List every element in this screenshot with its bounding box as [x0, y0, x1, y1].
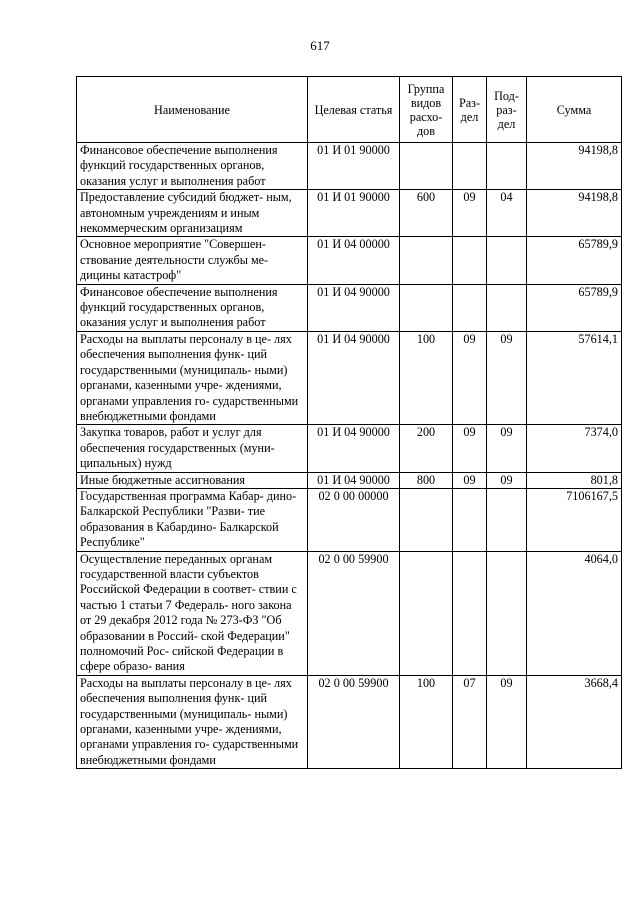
- row-group-cell: 100: [400, 331, 453, 424]
- header-target-article: Целевая статья: [308, 77, 400, 143]
- table-row: [77, 425, 622, 472]
- row-subsection-cell: 09: [487, 675, 527, 768]
- row-code-cell: 01 И 01 90000: [308, 190, 400, 237]
- row-code-cell: 01 И 01 90000: [308, 143, 400, 190]
- row-group-cell: [400, 237, 453, 284]
- table-row: [77, 488, 622, 551]
- row-section-cell: 09: [453, 425, 487, 472]
- header-expense-group: Группа видов расхо- дов: [400, 77, 453, 143]
- header-amount: Сумма: [527, 77, 622, 143]
- row-section-cell: [453, 237, 487, 284]
- page-number: 617: [310, 38, 330, 53]
- row-name-cell: Финансовое обеспечение выполнения функций государственных органов, оказания услуг и выполнения работ: [77, 284, 308, 331]
- row-subsection-cell: [487, 143, 527, 190]
- header-subsection: Под- раз- дел: [487, 77, 527, 143]
- row-amount-cell: 3668,4: [527, 675, 622, 768]
- row-name-cell: Расходы на выплаты персоналу в це- лях обеспечения выполнения функ- ций государственными (муниципаль- ными) органами, казенными учре- ждениями, органами управления го- сударственными внебюджетными фондами: [77, 675, 308, 768]
- row-amount-cell: 65789,9: [527, 237, 622, 284]
- row-group-cell: 100: [400, 675, 453, 768]
- row-amount-cell: 7106167,5: [527, 488, 622, 551]
- row-subsection-cell: 09: [487, 425, 527, 472]
- row-name-cell: Финансовое обеспечение выполнения функций государственных органов, оказания услуг и выполнения работ: [77, 143, 308, 190]
- row-code-cell: 02 0 00 59900: [308, 675, 400, 768]
- row-code-cell: 01 И 04 90000: [308, 472, 400, 488]
- row-amount-cell: 57614,1: [527, 331, 622, 424]
- row-name-cell: Основное мероприятие "Совершен- ствование деятельности службы ме- дицины катастроф": [77, 237, 308, 284]
- row-name-cell: Государственная программа Кабар- дино-Балкарской Республики "Разви- тие образования в Кабардино- Балкарской Республике": [77, 488, 308, 551]
- header-name: Наименование: [77, 77, 308, 143]
- row-section-cell: [453, 551, 487, 675]
- header-section: Раз- дел: [453, 77, 487, 143]
- row-name-cell: Осуществление переданных органам государственной власти субъектов Российской Федерации в соответ- ствии с частью 1 статьи 7 Федераль- ного закона от 29 декабря 2012 года № 273-ФЗ "Об образовании в Россий- ской Федерации" полномочий Рос- сийской Федерации в сфере образо- вания: [77, 551, 308, 675]
- row-section-cell: 07: [453, 675, 487, 768]
- row-group-cell: 800: [400, 472, 453, 488]
- row-group-cell: [400, 488, 453, 551]
- row-subsection-cell: [487, 284, 527, 331]
- row-amount-cell: 801,8: [527, 472, 622, 488]
- row-amount-cell: 65789,9: [527, 284, 622, 331]
- table-row: [77, 472, 622, 488]
- table-row: [77, 237, 622, 284]
- row-name-cell: Расходы на выплаты персоналу в це- лях обеспечения выполнения функ- ций государственными (муниципаль- ными) органами, казенными учре- ждениями, органами управления го- сударственными внебюджетными фондами: [77, 331, 308, 424]
- row-name-cell: Предоставление субсидий бюджет- ным, автономным учреждениям и иным некоммерческим организациям: [77, 190, 308, 237]
- row-subsection-cell: [487, 551, 527, 675]
- table-row: [77, 551, 622, 675]
- row-group-cell: 200: [400, 425, 453, 472]
- row-name-cell: Закупка товаров, работ и услуг для обеспечения государственных (муни- ципальных) нужд: [77, 425, 308, 472]
- row-section-cell: [453, 143, 487, 190]
- row-group-cell: [400, 551, 453, 675]
- row-group-cell: [400, 143, 453, 190]
- row-subsection-cell: [487, 237, 527, 284]
- row-code-cell: 01 И 04 00000: [308, 237, 400, 284]
- table-row: [77, 284, 622, 331]
- row-subsection-cell: [487, 488, 527, 551]
- table-row: [77, 143, 622, 190]
- row-section-cell: [453, 488, 487, 551]
- row-section-cell: [453, 284, 487, 331]
- row-subsection-cell: 09: [487, 472, 527, 488]
- row-section-cell: 09: [453, 472, 487, 488]
- row-section-cell: 09: [453, 331, 487, 424]
- row-code-cell: 02 0 00 59900: [308, 551, 400, 675]
- budget-table: [76, 76, 622, 769]
- row-code-cell: 01 И 04 90000: [308, 331, 400, 424]
- table-body: [77, 143, 622, 769]
- row-subsection-cell: 09: [487, 331, 527, 424]
- row-amount-cell: 94198,8: [527, 143, 622, 190]
- row-name-cell: Иные бюджетные ассигнования: [77, 472, 308, 488]
- row-amount-cell: 7374,0: [527, 425, 622, 472]
- table-row: [77, 331, 622, 424]
- table-row: [77, 190, 622, 237]
- row-group-cell: 600: [400, 190, 453, 237]
- row-amount-cell: 94198,8: [527, 190, 622, 237]
- row-code-cell: 02 0 00 00000: [308, 488, 400, 551]
- row-subsection-cell: 04: [487, 190, 527, 237]
- row-code-cell: 01 И 04 90000: [308, 425, 400, 472]
- row-group-cell: [400, 284, 453, 331]
- row-amount-cell: 4064,0: [527, 551, 622, 675]
- row-section-cell: 09: [453, 190, 487, 237]
- row-code-cell: 01 И 04 90000: [308, 284, 400, 331]
- header-row: [77, 77, 622, 143]
- table-row: [77, 675, 622, 768]
